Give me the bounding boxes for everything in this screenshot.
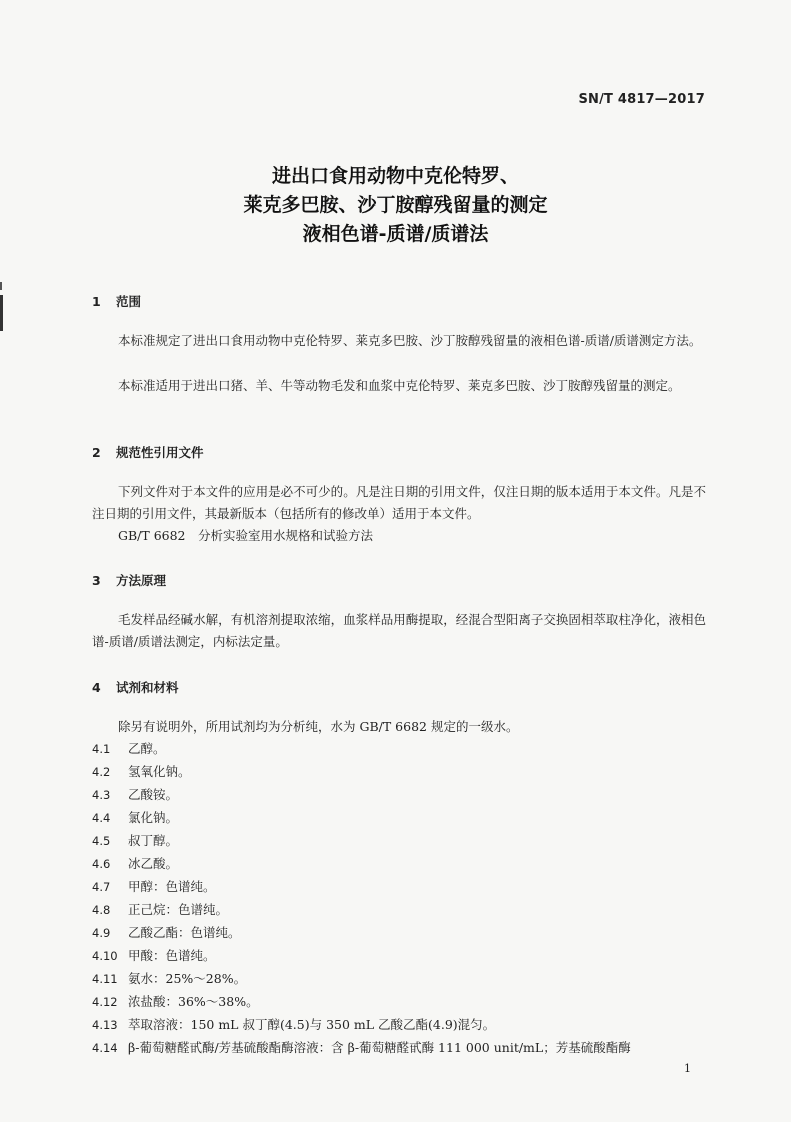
list-item xyxy=(92,854,712,872)
item-text: 甲醇：色谱纯。 xyxy=(128,879,216,894)
item-text: 萃取溶液：150 mL 叔丁醇(4.5)与 350 mL 乙酸乙酯(4.9)混匀。 xyxy=(128,1017,496,1032)
section-number: 4 xyxy=(92,680,101,695)
normative-reference: GB/T 6682 分析实验室用水规格和试验方法 xyxy=(118,528,374,543)
item-number: 4.6 xyxy=(92,857,111,871)
list-item xyxy=(92,1038,712,1056)
list-item xyxy=(92,969,712,987)
list-item xyxy=(92,831,712,849)
title-line-2: 莱克多巴胺、沙丁胺醇残留量的测定 xyxy=(243,194,548,216)
section-title: 方法原理 xyxy=(116,573,167,588)
item-text: 甲酸：色谱纯。 xyxy=(128,948,216,963)
item-text: 氯化钠。 xyxy=(128,810,179,825)
title-line-3: 液相色谱-质谱/质谱法 xyxy=(302,223,489,245)
list-item xyxy=(92,808,712,826)
section-number: 3 xyxy=(92,573,101,588)
item-number: 4.14 xyxy=(92,1041,118,1055)
item-number: 4.8 xyxy=(92,903,111,917)
item-text: 乙酸铵。 xyxy=(128,787,179,802)
section-title: 试剂和材料 xyxy=(116,680,179,695)
title-line-1: 进出口食用动物中克伦特罗、 xyxy=(271,165,519,187)
item-text: 乙酸乙酯：色谱纯。 xyxy=(128,925,241,940)
item-number: 4.1 xyxy=(92,742,111,756)
item-text: 冰乙酸。 xyxy=(128,856,179,871)
list-item xyxy=(92,1015,712,1033)
item-number: 4.2 xyxy=(92,765,111,779)
scan-edge-mark xyxy=(0,282,2,290)
list-item xyxy=(92,739,712,757)
document-title xyxy=(0,162,791,249)
item-number: 4.9 xyxy=(92,926,111,940)
item-text: 氨水：25%～28%。 xyxy=(128,971,247,986)
item-number: 4.11 xyxy=(92,972,118,986)
section-number: 1 xyxy=(92,294,101,309)
list-item xyxy=(92,900,712,918)
item-text: 乙醇。 xyxy=(128,741,166,756)
standard-code: SN/T 4817—2017 xyxy=(578,92,705,107)
item-number: 4.4 xyxy=(92,811,111,825)
section-heading-1 xyxy=(92,292,141,310)
item-number: 4.10 xyxy=(92,949,118,963)
section-1-paragraph-2: 本标准适用于进出口猪、羊、牛等动物毛发和血浆中克伦特罗、莱克多巴胺、沙丁胺醇残留量的测定。 xyxy=(118,378,681,393)
section-heading-2 xyxy=(92,443,204,461)
page-number: 1 xyxy=(684,1062,691,1075)
list-item xyxy=(92,923,712,941)
section-heading-3 xyxy=(92,571,166,589)
section-3-paragraph-1: 毛发样品经碱水解，有机溶剂提取浓缩，血浆样品用酶提取，经混合型阳离子交换固相萃取柱净化，液相色谱-质谱/质谱法测定，内标法定量。 xyxy=(92,612,706,649)
section-heading-4 xyxy=(92,678,179,696)
item-number: 4.7 xyxy=(92,880,111,894)
item-text: 浓盐酸：36%～38%。 xyxy=(128,994,259,1009)
section-title: 规范性引用文件 xyxy=(116,445,204,460)
item-text: β-葡萄糖醛甙酶/芳基硫酸酯酶溶液：含 β-葡萄糖醛甙酶 111 000 unit/mL；芳基硫酸酯酶 xyxy=(128,1040,631,1055)
scan-edge-mark xyxy=(0,295,3,331)
list-item xyxy=(92,762,712,780)
item-text: 正己烷：色谱纯。 xyxy=(128,902,229,917)
list-item xyxy=(92,877,712,895)
section-1-paragraph-1: 本标准规定了进出口食用动物中克伦特罗、莱克多巴胺、沙丁胺醇残留量的液相色谱-质谱/质谱测定方法。 xyxy=(118,333,702,348)
item-number: 4.5 xyxy=(92,834,111,848)
list-item xyxy=(92,946,712,964)
list-item xyxy=(92,785,712,803)
item-text: 叔丁醇。 xyxy=(128,833,179,848)
section-title: 范围 xyxy=(116,294,142,309)
item-number: 4.12 xyxy=(92,995,118,1009)
section-number: 2 xyxy=(92,445,101,460)
list-item xyxy=(92,992,712,1010)
item-text: 氢氧化钠。 xyxy=(128,764,191,779)
section-2-paragraph-1: 下列文件对于本文件的应用是必不可少的。凡是注日期的引用文件，仅注日期的版本适用于本文件。凡是不注日期的引用文件，其最新版本（包括所有的修改单）适用于本文件。 xyxy=(92,484,706,521)
item-number: 4.3 xyxy=(92,788,111,802)
item-number: 4.13 xyxy=(92,1018,118,1032)
section-4-intro: 除另有说明外，所用试剂均为分析纯，水为 GB/T 6682 规定的一级水。 xyxy=(118,719,519,734)
